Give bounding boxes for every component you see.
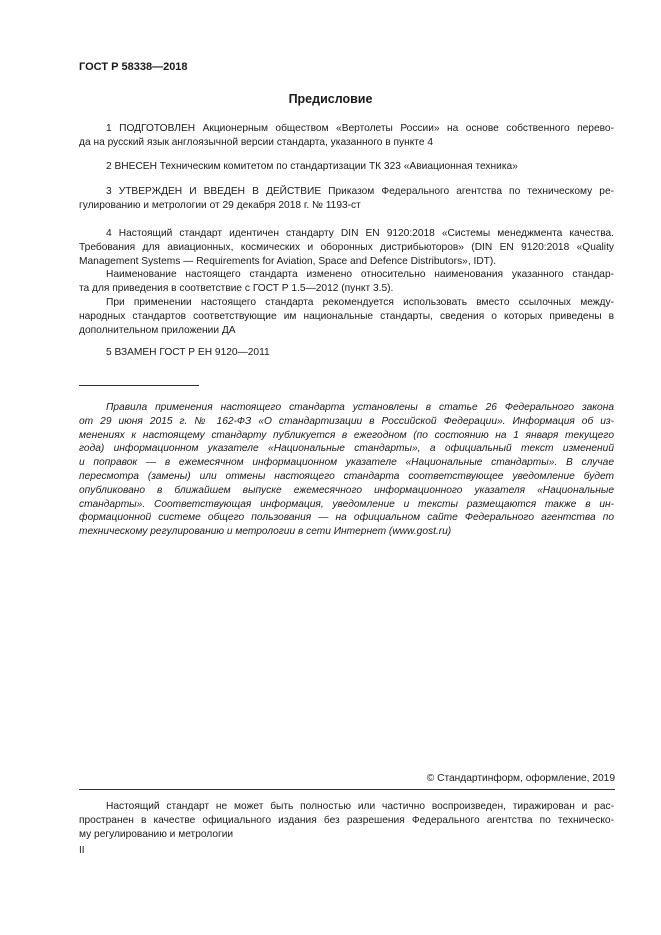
text-line: гулированию и метрологии от 29 декабря 2018 г. № 1193-ст <box>79 199 361 211</box>
text-line: Наименование настоящего стандарта изменено относительно наименования указанного стандар- <box>106 269 614 281</box>
foreword-item-1 <box>79 122 614 150</box>
standard-application-notice <box>79 401 614 539</box>
foreword-item-2 <box>79 160 614 174</box>
text-line: Требования для авиационных, космических и оборонных дистрибьюторов» (DIN EN 9120:2018 «Quality <box>79 241 614 253</box>
page-number: II <box>79 845 85 856</box>
text-line: от 29 июня 2015 г. № 162-ФЗ «О стандартизации в Российской Федерации». Информация об из- <box>79 415 614 427</box>
text-line: Настоящий стандарт не может быть полностью или частично воспроизведен, тиражирован и рас- <box>106 801 614 812</box>
text-line: 4 Настоящий стандарт идентичен стандарту DIN EN 9120:2018 «Системы менеджмента качества. <box>106 228 614 239</box>
text-line: дополнительном приложении ДА <box>79 324 236 336</box>
text-line: му регулированию и метрологии <box>79 828 234 840</box>
standard-code-header: ГОСТ Р 58338—2018 <box>79 61 188 73</box>
text-line: Management Systems — Requirements for Aviation, Space and Defence Distributors», IDT). <box>79 255 497 267</box>
text-line: менениях к настоящему стандарту публикуется в ежегодном (по состоянию на 1 января текущего <box>79 429 614 441</box>
reproduction-notice <box>79 800 614 841</box>
text-line: да на русский язык англоязычной версии стандарта, указанного в пункте 4 <box>79 136 434 148</box>
foreword-title: Предисловие <box>288 92 373 106</box>
text-line: 2 ВНЕСЕН Техническим комитетом по стандартизации ТК 323 «Авиационная техника» <box>106 161 518 172</box>
text-line: 3 УТВЕРЖДЕН И ВВЕДЕН В ДЕЙСТВИЕ Приказом Федерального агентства по техническому ре- <box>106 186 614 197</box>
text-line: При применении настоящего стандарта рекомендуется использовать вместо ссылочных между- <box>106 296 614 308</box>
footer-separator-line <box>79 789 615 790</box>
foreword-item-5 <box>79 346 614 360</box>
text-line: опубликовано в ближайшем выпуске ежемесячного информационного указателя «Национальные <box>79 484 614 496</box>
text-line: формационной системе общего пользования — на официальном сайте Федерального агентства по <box>79 512 614 524</box>
text-line: пространен в качестве официального издания без разрешения Федерального агентства по техническо- <box>79 814 614 826</box>
separator-line <box>79 385 199 386</box>
text-line: года) информационном указателе «Национальные стандарты», а официальный текст изменений <box>79 443 614 455</box>
copyright-notice: © Стандартинформ, оформление, 2019 <box>426 773 615 784</box>
foreword-item-3 <box>79 185 614 213</box>
text-line: народных стандартов соответствующие им национальные стандарты, сведения о которых приведены в <box>79 310 614 322</box>
text-line: 5 ВЗАМЕН ГОСТ Р ЕН 9120—2011 <box>106 347 270 358</box>
text-line: 1 ПОДГОТОВЛЕН Акционерным обществом «Вертолеты России» на основе собственного перево- <box>106 123 614 134</box>
text-line: пересмотра (замены) или отмены настоящего стандарта соответствующее уведомление будет <box>79 470 614 482</box>
text-line: техническому регулированию и метрологии в сети Интернет (www.gost.ru) <box>79 526 452 538</box>
foreword-item-4 <box>79 227 614 337</box>
text-line: и поправок — в ежемесячном информационном указателе «Национальные стандарты». В случае <box>79 457 614 469</box>
text-line: стандарты». Соответствующая информация, уведомление и тексты размещаются также в ин- <box>79 498 614 510</box>
text-line: Правила применения настоящего стандарта установлены в статье 26 Федерального закона <box>106 402 614 413</box>
text-line: та для приведения в соответствие с ГОСТ Р 1.5—2012 (пункт 3.5). <box>79 283 394 295</box>
